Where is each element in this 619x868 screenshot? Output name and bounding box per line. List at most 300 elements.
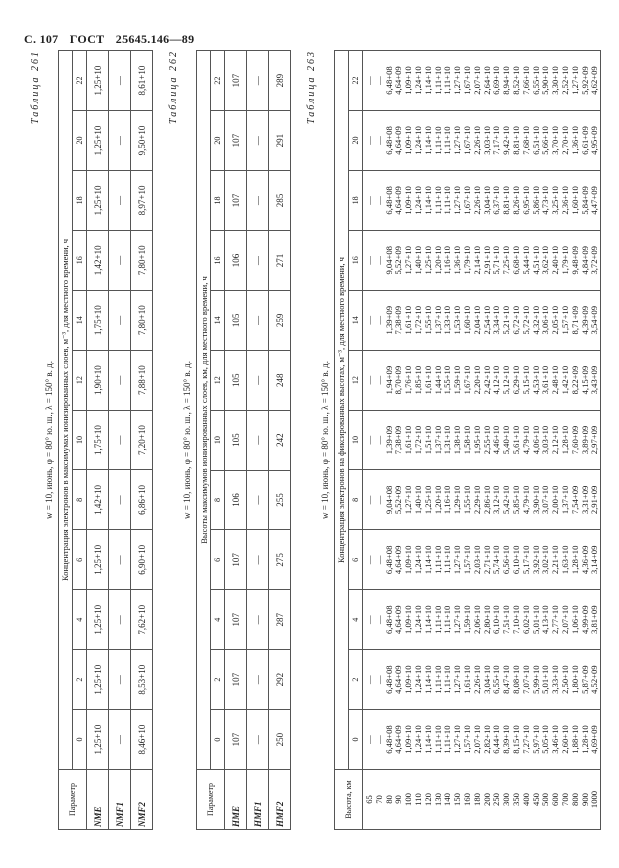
height-value: 250 [491, 793, 502, 806]
value-cell: — [364, 675, 374, 684]
value-cell: 7,68+10 [520, 126, 531, 155]
value-cell: 3,72+09 [589, 246, 600, 275]
height-value: 110 [412, 793, 423, 806]
value-cell: 1,79+10 [559, 246, 570, 275]
value-cell: 7,38+09 [393, 425, 404, 455]
hour-header: 22 [349, 51, 363, 111]
values-column [363, 51, 601, 111]
value-cell: 1,24+10 [412, 66, 423, 95]
value-cell: 1,09+10 [403, 186, 414, 215]
value-cell: — [247, 470, 269, 530]
value-cell: 4,51+10 [530, 246, 541, 275]
value-cell: 3,04+10 [481, 665, 492, 694]
value-cell: — [247, 410, 269, 470]
value-cell: 1,14+10 [422, 725, 433, 754]
value-cell: 1,40+10 [412, 485, 423, 515]
value-cell: 9,50+10 [131, 111, 153, 171]
value-cell: 1,75+10 [87, 290, 109, 350]
height-value: 180 [471, 793, 482, 806]
value-cell: 6,10+10 [510, 545, 521, 575]
hour-header: 14 [349, 290, 363, 350]
table-262-title: w = 10, июнь, φ = 80° ю. ш., λ = 150° в. д. [182, 361, 192, 519]
value-cell: 1,11+10 [432, 186, 443, 215]
value-cell: 1,37+10 [432, 305, 443, 335]
value-cell: 4,62+09 [589, 66, 600, 95]
value-cell: 6,55+10 [491, 665, 502, 694]
value-cell: 1,25+10 [87, 650, 109, 710]
value-cell: 2,55+10 [481, 425, 492, 455]
hour-header: 10 [73, 410, 87, 470]
value-cell: 7,80+10 [131, 230, 153, 290]
hour-header: 12 [73, 350, 87, 410]
value-cell: 259 [269, 290, 291, 350]
value-cell: — [109, 590, 131, 650]
value-cell: 6,48+08 [383, 66, 394, 95]
value-cell: 1,25+10 [87, 590, 109, 650]
hour-header: 4 [73, 590, 87, 650]
value-cell: 1,27+10 [452, 545, 463, 575]
value-cell: 1,14+10 [422, 186, 433, 215]
value-cell: 5,01+10 [530, 605, 541, 634]
param-name: NME [87, 770, 109, 830]
value-cell: 5,84+09 [579, 186, 590, 215]
value-cell: 105 [225, 410, 247, 470]
value-cell: 1,59+10 [452, 365, 463, 395]
value-cell: — [247, 350, 269, 410]
param-name: HMF1 [247, 770, 269, 830]
value-cell: 1,60+10 [569, 186, 580, 215]
value-cell: 1,20+10 [432, 246, 443, 275]
value-cell: — [373, 315, 384, 325]
value-cell: 1,28+10 [569, 545, 580, 575]
height-value: 90 [393, 795, 404, 804]
value-cell: 1,09+10 [403, 665, 414, 694]
value-cell: 4,46+10 [491, 425, 502, 455]
value-cell: — [364, 136, 374, 145]
table-262-caption: Таблица 262 [168, 50, 179, 124]
value-cell: — [364, 435, 374, 445]
hour-header: 22 [73, 51, 87, 111]
value-cell: 1,11+10 [442, 605, 453, 634]
value-cell: 107 [225, 590, 247, 650]
value-cell: 7,07+10 [520, 665, 531, 694]
value-cell: 4,95+09 [589, 126, 600, 155]
standard-number: 25645.146—89 [115, 32, 195, 46]
value-cell: 2,14+10 [471, 246, 482, 275]
value-cell: — [373, 495, 384, 505]
height-value: 450 [530, 793, 541, 806]
value-cell: — [373, 435, 384, 445]
value-cell: 6,55+10 [530, 66, 541, 95]
value-cell: 1,39+09 [383, 425, 394, 455]
value-cell: — [109, 410, 131, 470]
value-cell: 2,50+10 [559, 665, 570, 694]
value-cell: 107 [225, 650, 247, 710]
hour-header: 4 [349, 590, 363, 650]
hour-header: 8 [349, 470, 363, 530]
value-cell: 5,61+10 [510, 425, 521, 455]
value-cell: 5,15+10 [520, 365, 531, 395]
height-header: Высота, км [335, 770, 363, 830]
table-262 [168, 50, 303, 830]
hour-header: 22 [211, 51, 225, 111]
value-cell: 2,42+10 [481, 365, 492, 395]
value-cell: 5,12+10 [501, 365, 512, 395]
value-cell: 2,82+10 [481, 725, 492, 754]
value-cell: 1,11+10 [432, 605, 443, 634]
value-cell: 2,86+10 [481, 485, 492, 515]
hour-header: 6 [211, 530, 225, 590]
values-column [363, 470, 601, 530]
value-cell: 2,70+10 [559, 126, 570, 155]
value-cell: 1,25+10 [87, 51, 109, 111]
height-value: 150 [452, 793, 463, 806]
value-cell: 1,39+09 [383, 305, 394, 335]
value-cell: 1,25+10 [422, 246, 433, 275]
value-cell: 1,27+10 [569, 66, 580, 95]
value-cell: 1,27+10 [452, 665, 463, 694]
value-cell: 8,53+10 [131, 650, 153, 710]
value-cell: 5,97+10 [530, 725, 541, 754]
value-cell: 1,63+10 [559, 545, 570, 575]
value-cell: 2,36+10 [559, 186, 570, 215]
height-value: 600 [550, 793, 561, 806]
height-value: 800 [569, 793, 580, 806]
value-cell: 1,57+10 [559, 305, 570, 335]
table-261-grid [58, 50, 153, 830]
height-value: 350 [510, 793, 521, 806]
table-263-caption: Таблица 263 [306, 50, 317, 124]
value-cell: 3,02+10 [540, 545, 551, 575]
value-cell: 2,26+10 [471, 126, 482, 155]
value-cell: 3,81+09 [589, 605, 600, 634]
values-column [363, 290, 601, 350]
value-cell: 107 [225, 111, 247, 171]
value-cell: 248 [269, 350, 291, 410]
value-cell: 1,57+10 [461, 545, 472, 575]
values-column [363, 230, 601, 290]
value-cell: — [373, 256, 384, 265]
value-cell: 2,48+10 [550, 365, 561, 395]
value-cell: 3,61+10 [540, 365, 551, 395]
table-row [87, 51, 109, 830]
value-cell: 6,44+10 [491, 725, 502, 754]
value-cell: 107 [225, 530, 247, 590]
value-cell: 1,14+10 [422, 545, 433, 575]
value-cell: — [364, 615, 374, 625]
hour-header: 10 [349, 410, 363, 470]
value-cell: — [247, 290, 269, 350]
value-cell: 2,71+10 [481, 545, 492, 575]
value-cell: 6,02+10 [520, 605, 531, 634]
value-cell: 105 [225, 350, 247, 410]
value-cell: 2,26+10 [471, 665, 482, 694]
values-column [363, 650, 601, 710]
value-cell: 1,55+10 [442, 365, 453, 395]
value-cell: 4,84+09 [579, 246, 590, 275]
value-cell: 2,77+10 [550, 605, 561, 634]
value-cell: 1,24+10 [412, 605, 423, 634]
value-cell: 1,09+10 [403, 545, 414, 575]
value-cell: — [109, 290, 131, 350]
value-cell: 2,91+10 [481, 246, 492, 275]
value-cell: 6,68+10 [510, 246, 521, 275]
table-row [225, 51, 247, 830]
value-cell: — [247, 51, 269, 111]
value-cell: 3,07+10 [540, 485, 551, 515]
value-cell: 4,12+10 [491, 365, 502, 395]
value-cell: 6,86+10 [131, 470, 153, 530]
hour-header: 0 [211, 710, 225, 770]
value-cell: 107 [225, 171, 247, 231]
table-row [269, 51, 291, 830]
value-cell: 1,38+10 [452, 425, 463, 455]
value-cell: 6,29+10 [510, 365, 521, 395]
value-cell: 8,46+10 [131, 710, 153, 770]
height-value: 100 [403, 793, 414, 806]
value-cell: 1,09+10 [403, 605, 414, 634]
value-cell: — [364, 256, 374, 265]
value-cell: 2,97+09 [589, 425, 600, 455]
value-cell: 1,20+10 [432, 485, 443, 515]
value-cell: 292 [269, 650, 291, 710]
value-cell: 9,04+08 [383, 246, 394, 275]
value-cell: 1,11+10 [432, 545, 443, 574]
group-header: Концентрация электронов в максимумах ионизированных слоев, м⁻³, для местного времени, ч [59, 51, 73, 770]
value-cell: 1,67+10 [461, 66, 472, 95]
value-cell: 1,09+10 [403, 66, 414, 95]
value-cell: 1,44+10 [432, 365, 443, 395]
value-cell: 4,69+09 [589, 725, 600, 754]
hour-header: 6 [73, 530, 87, 590]
value-cell: 6,51+10 [530, 126, 541, 155]
param-header: Параметр [197, 770, 225, 830]
value-cell: — [373, 76, 384, 85]
value-cell: 5,01+10 [540, 665, 551, 694]
value-cell: 6,10+10 [491, 605, 502, 634]
value-cell: 1,42+10 [559, 365, 570, 395]
value-cell: 1,80+10 [569, 665, 580, 694]
value-cell: — [247, 650, 269, 710]
value-cell: — [247, 111, 269, 171]
value-cell: 8,47+10 [501, 665, 512, 694]
value-cell: 3,90+10 [530, 485, 541, 515]
param-header: Параметр [59, 770, 87, 830]
value-cell: 4,52+09 [589, 665, 600, 694]
value-cell: 5,66+10 [540, 126, 551, 155]
value-cell: 4,64+09 [393, 66, 404, 95]
value-cell: 1,27+10 [452, 186, 463, 215]
value-cell: 4,64+09 [393, 725, 404, 754]
value-cell: 3,31+09 [579, 485, 590, 515]
value-cell: 2,07+10 [559, 605, 570, 634]
value-cell: 3,14+09 [589, 545, 600, 575]
hour-header: 2 [349, 650, 363, 710]
value-cell: 3,46+10 [550, 725, 561, 754]
value-cell: 1,67+10 [461, 365, 472, 395]
value-cell: — [373, 555, 384, 565]
value-cell: 8,81+10 [510, 126, 521, 155]
value-cell: 8,52+10 [510, 66, 521, 95]
value-cell: 3,54+09 [589, 305, 600, 335]
value-cell: 2,04+10 [471, 305, 482, 335]
value-cell: 1,06+10 [569, 605, 580, 634]
value-cell: 7,54+09 [569, 485, 580, 515]
value-cell: 3,33+10 [550, 665, 561, 694]
value-cell: 5,72+10 [520, 305, 531, 335]
height-value: 700 [559, 793, 570, 806]
page-number: С. 107 [24, 32, 59, 46]
value-cell: 1,55+10 [461, 485, 472, 515]
value-cell: 1,25+10 [87, 170, 109, 230]
values-column [363, 410, 601, 470]
value-cell: 5,90+10 [540, 66, 551, 95]
value-cell: 6,95+10 [520, 186, 531, 215]
param-name: NMF2 [131, 770, 153, 830]
value-cell: 2,07+10 [471, 725, 482, 754]
value-cell: 1,90+10 [87, 350, 109, 410]
value-cell: 1,37+10 [559, 485, 570, 515]
value-cell: 1,11+10 [442, 725, 453, 754]
hour-header: 16 [211, 230, 225, 290]
value-cell: — [109, 111, 131, 171]
value-cell: 2,12+10 [550, 425, 561, 455]
value-cell: — [109, 170, 131, 230]
value-cell: 2,54+10 [481, 305, 492, 335]
value-cell: 2,64+10 [481, 66, 492, 95]
value-cell: 5,52+09 [393, 485, 404, 515]
value-cell: 4,64+09 [393, 545, 404, 575]
value-cell: 2,20+10 [471, 365, 482, 395]
value-cell: 1,24+10 [412, 665, 423, 694]
value-cell: 1,51+10 [422, 425, 433, 455]
value-cell: 4,06+10 [530, 425, 541, 455]
table-row [109, 51, 131, 830]
value-cell: 1,09+10 [403, 725, 414, 754]
hour-header: 18 [73, 170, 87, 230]
value-cell: 8,39+10 [501, 725, 512, 754]
value-cell: 6,48+08 [383, 186, 394, 215]
value-cell: — [247, 230, 269, 290]
value-cell: 8,22+09 [569, 365, 580, 395]
value-cell: 1,11+10 [432, 126, 443, 155]
value-cell: 285 [269, 171, 291, 231]
value-cell: 1,40+10 [412, 246, 423, 275]
value-cell: 5,74+10 [491, 545, 502, 575]
value-cell: 7,27+10 [520, 725, 531, 754]
value-cell: 2,03+10 [471, 545, 482, 575]
value-cell: — [373, 675, 384, 684]
value-cell: 6,48+08 [383, 545, 394, 575]
value-cell: 1,14+10 [422, 66, 433, 95]
value-cell: 7,25+10 [501, 246, 512, 275]
table-row [247, 51, 269, 830]
height-value: 140 [442, 793, 453, 806]
height-value: 500 [540, 793, 551, 806]
value-cell: — [109, 710, 131, 770]
value-cell: 4,64+09 [393, 126, 404, 155]
value-cell: 7,66+10 [520, 66, 531, 95]
value-cell: 1,27+10 [452, 605, 463, 634]
value-cell: — [109, 230, 131, 290]
value-cell: 4,79+10 [520, 425, 531, 455]
value-cell: — [247, 710, 269, 770]
param-name: HMF2 [269, 770, 291, 830]
value-cell: 1,42+10 [87, 470, 109, 530]
hour-header: 2 [73, 650, 87, 710]
value-cell: 1,27+10 [452, 725, 463, 754]
value-cell: 1,28+10 [559, 425, 570, 455]
value-cell: 9,42+10 [501, 126, 512, 155]
value-cell: 1,36+10 [452, 246, 463, 275]
value-cell: 4,15+09 [579, 365, 590, 395]
value-cell: 1,61+10 [403, 305, 414, 335]
value-cell: — [373, 375, 384, 385]
value-cell: 4,79+10 [520, 485, 531, 515]
value-cell: 1,67+10 [461, 126, 472, 155]
value-cell: 3,34+10 [491, 305, 502, 335]
value-cell: 4,64+09 [393, 186, 404, 215]
value-cell: 3,03+10 [540, 425, 551, 455]
value-cell: 1,88+10 [569, 725, 580, 754]
value-cell: 1,11+10 [442, 126, 453, 155]
value-cell: — [109, 51, 131, 111]
value-cell: 1,27+10 [403, 246, 414, 275]
value-cell: 8,81+10 [501, 186, 512, 215]
value-cell: 1,09+10 [403, 126, 414, 155]
value-cell: 1,16+10 [442, 485, 453, 515]
value-cell: 7,10+10 [510, 605, 521, 634]
value-cell: — [247, 530, 269, 590]
value-cell: 3,62+10 [540, 246, 551, 275]
value-cell: 1,16+10 [442, 246, 453, 275]
value-cell: 1,11+10 [442, 665, 453, 694]
value-cell: 3,12+10 [491, 485, 502, 515]
value-cell: 5,05+10 [540, 725, 551, 754]
param-name: HME [225, 770, 247, 830]
value-cell: — [364, 375, 374, 385]
value-cell: 5,92+09 [579, 66, 590, 95]
table-263 [306, 50, 600, 830]
value-cell: 2,21+10 [550, 545, 561, 575]
value-cell: 2,80+10 [481, 605, 492, 634]
value-cell: 4,32+10 [530, 305, 541, 335]
value-cell: 5,87+09 [579, 665, 590, 694]
value-cell: 1,61+10 [461, 665, 472, 694]
hour-header: 12 [211, 350, 225, 410]
value-cell: 6,61+09 [579, 126, 590, 155]
table-262-grid [196, 50, 291, 830]
value-cell: 4,47+09 [589, 186, 600, 215]
value-cell: — [109, 350, 131, 410]
height-value: 80 [383, 795, 394, 804]
value-cell: 5,21+10 [501, 305, 512, 335]
value-cell: 3,06+10 [540, 305, 551, 335]
height-value: 400 [520, 793, 531, 806]
hour-header: 10 [211, 410, 225, 470]
value-cell: — [373, 615, 384, 625]
hour-header: 20 [73, 111, 87, 171]
table-261 [30, 50, 165, 830]
value-cell: 1,24+10 [412, 725, 423, 754]
hour-header: 2 [211, 650, 225, 710]
value-cell: 105 [225, 290, 247, 350]
value-cell: 7,62+10 [131, 590, 153, 650]
value-cell: 1,94+09 [383, 365, 394, 395]
value-cell: 9,04+08 [383, 485, 394, 515]
value-cell: 250 [269, 710, 291, 770]
values-column [363, 710, 601, 770]
